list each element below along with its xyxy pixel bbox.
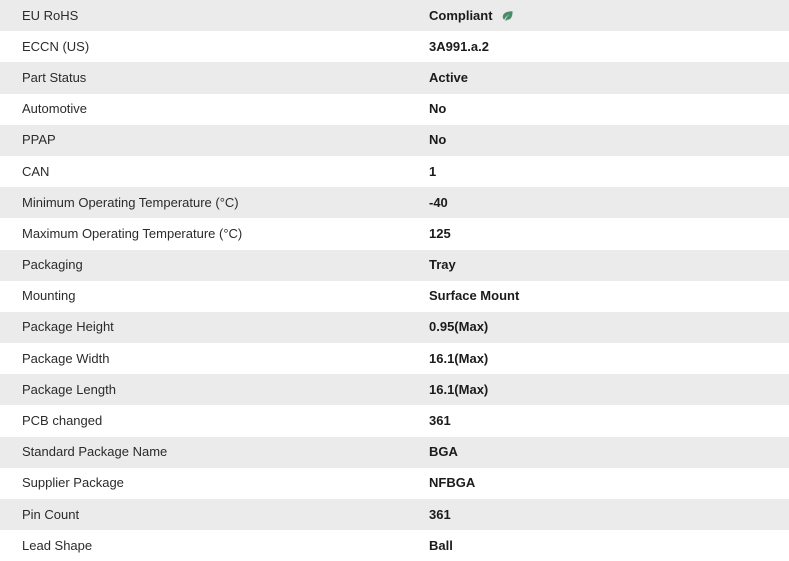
spec-value: 361 xyxy=(429,506,451,522)
spec-label: CAN xyxy=(22,163,50,179)
table-row xyxy=(0,218,789,249)
table-row xyxy=(0,437,789,468)
spec-label: Pin Count xyxy=(22,506,80,522)
table-row xyxy=(0,187,789,218)
table-row xyxy=(0,343,789,374)
spec-label: ECCN (US) xyxy=(22,38,90,54)
spec-value: NFBGA xyxy=(429,475,476,491)
spec-label: Mounting xyxy=(22,288,76,304)
spec-label: Lead Shape xyxy=(22,537,93,553)
table-row xyxy=(0,250,789,281)
table-row xyxy=(0,156,789,187)
table-row xyxy=(0,468,789,499)
spec-value: 1 xyxy=(429,163,437,179)
spec-label: Automotive xyxy=(22,101,88,117)
table-row xyxy=(0,62,789,93)
table-row xyxy=(0,530,789,561)
spec-value: 16.1(Max) xyxy=(429,350,489,366)
table-row xyxy=(0,94,789,125)
spec-value: 361 xyxy=(429,413,451,429)
spec-value: No xyxy=(429,101,447,117)
spec-value: -40 xyxy=(429,194,448,210)
spec-value: 3A991.a.2 xyxy=(429,38,489,54)
table-row xyxy=(0,312,789,343)
spec-value: No xyxy=(429,132,447,148)
spec-value: 125 xyxy=(429,225,451,241)
spec-label: Supplier Package xyxy=(22,475,124,491)
spec-value: Ball xyxy=(429,537,453,553)
spec-value xyxy=(407,0,789,31)
spec-label: Package Height xyxy=(22,319,114,335)
table-row xyxy=(0,0,789,31)
spec-value: BGA xyxy=(429,444,458,460)
table-row xyxy=(0,499,789,530)
spec-label: Packaging xyxy=(22,257,83,273)
spec-value-text: Compliant xyxy=(429,7,493,23)
spec-value: 16.1(Max) xyxy=(429,381,489,397)
table-row xyxy=(0,125,789,156)
spec-value: Active xyxy=(429,69,469,85)
table-row xyxy=(0,405,789,436)
spec-label: Package Width xyxy=(22,350,110,366)
table-row xyxy=(0,374,789,405)
leaf-icon xyxy=(500,9,514,23)
spec-label: Maximum Operating Temperature (°C) xyxy=(22,225,243,241)
table-row xyxy=(0,281,789,312)
table-row xyxy=(0,31,789,62)
spec-label: Part Status xyxy=(22,69,87,85)
spec-label: PCB changed xyxy=(22,413,103,429)
spec-label: Package Length xyxy=(22,381,116,397)
spec-value: Surface Mount xyxy=(429,288,520,304)
spec-label: PPAP xyxy=(22,132,56,148)
spec-value: 0.95(Max) xyxy=(429,319,489,335)
spec-label: Minimum Operating Temperature (°C) xyxy=(22,194,239,210)
spec-label: Standard Package Name xyxy=(22,444,168,460)
spec-label: EU RoHS xyxy=(22,7,79,23)
spec-value: Tray xyxy=(429,257,456,273)
